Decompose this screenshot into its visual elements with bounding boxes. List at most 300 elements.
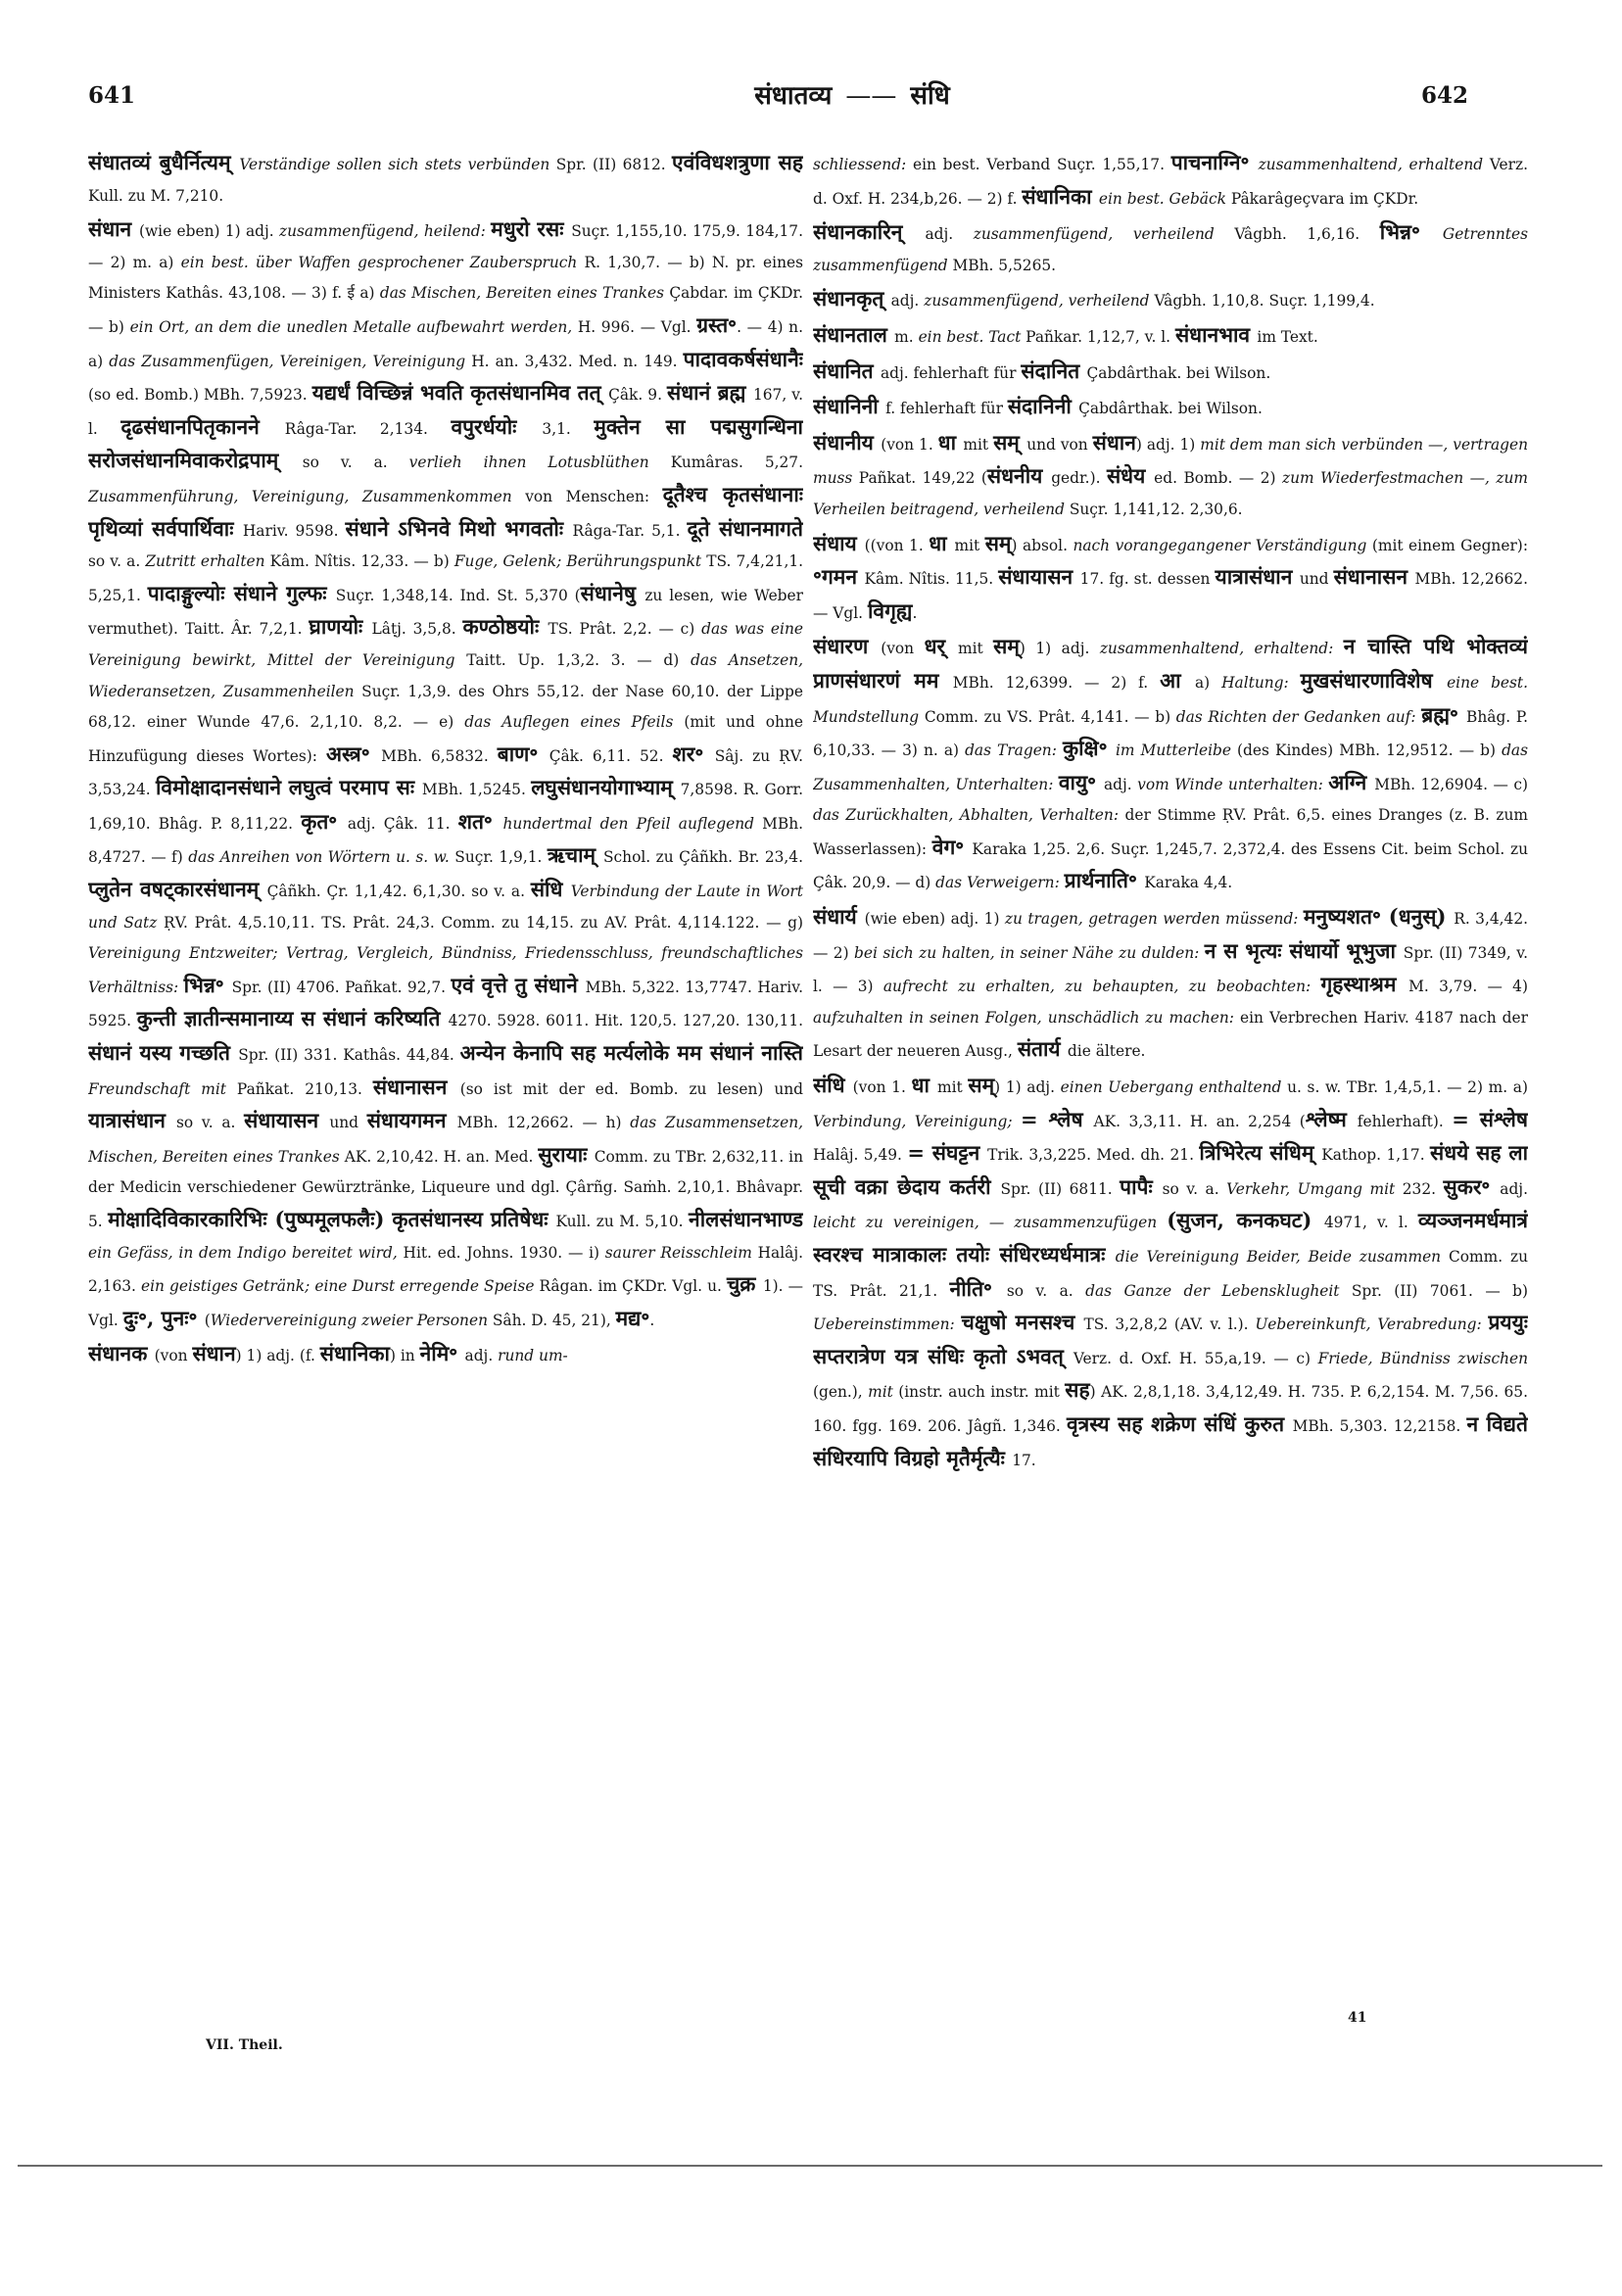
roman-text: Suçr. 1,348,14. Ind. St. 5,370 ( — [335, 586, 581, 604]
left-column-entry — [88, 214, 803, 1336]
roman-text: adj. — [464, 1347, 499, 1365]
devanagari-text: संधानभाव — [1174, 321, 1258, 347]
italic-gloss: ein best. über Waffen gesprochener Zauberspruch — [180, 253, 585, 271]
devanagari-text: सम् — [984, 530, 1012, 555]
devanagari-text: संधान — [88, 216, 139, 242]
left-column-entry — [88, 147, 803, 212]
italic-gloss: ein geistiges Getränk; eine Durst erregende Speise — [141, 1277, 540, 1296]
roman-text: Kathop. 1,17. — [1321, 1146, 1431, 1165]
roman-text: 1). — Vgl. — [88, 1277, 803, 1329]
devanagari-text: कुन्ती ज्ञातीन्समानाय्य स संधानं करिष्यति — [136, 1006, 449, 1031]
devanagari-text: वपुरर्धयोः — [451, 413, 543, 439]
devanagari-text: विगृह्य — [867, 598, 913, 623]
roman-text: Halâj. 5,49. — [813, 1146, 908, 1165]
italic-gloss: das Ganze der Lebensklugheit — [1085, 1281, 1352, 1300]
signature-mark: VII. Theil. — [206, 2037, 283, 2053]
devanagari-text: लघुसंधानयोगाभ्याम् — [531, 775, 681, 800]
italic-gloss: Fuge, Gelenk; Berührungspunkt — [453, 552, 707, 571]
running-head-first-word: संधातव्य — [754, 81, 833, 111]
devanagari-text: शर॰ — [672, 741, 715, 766]
italic-gloss: Getrenntes zusammenfügend — [813, 225, 1528, 274]
devanagari-text: संधानं यस्य गच्छति — [88, 1040, 239, 1066]
devanagari-text: धा — [937, 429, 964, 454]
devanagari-text: नीति॰ — [949, 1275, 1007, 1301]
italic-gloss: ein Gefäss, in dem Indigo bereitet wird, — [88, 1243, 404, 1262]
italic-gloss: zum Wiederfestmachen —, zum Verheilen beitragend, verheilend — [813, 469, 1528, 518]
italic-gloss: ein best. Tact — [918, 327, 1026, 346]
italic-gloss: Vereinigung Entzweiter; Vertrag, Vergleich, Bündniss, Friedensschluss, freundschaftliches Verhältniss: — [88, 944, 803, 996]
devanagari-text: अस्त्र॰ — [325, 741, 382, 766]
roman-text: (wie eben) 1) adj. — [138, 222, 280, 241]
roman-text: Hit. ed. Johns. 1930. — i) — [403, 1243, 605, 1262]
roman-text: ) adj. 1) — [1135, 435, 1201, 454]
roman-text: mit — [937, 1078, 969, 1097]
roman-text: ) in — [389, 1347, 420, 1365]
roman-text: H. an. 3,432. Med. n. 149. — [471, 352, 684, 370]
devanagari-text: संतार्य — [1017, 1036, 1068, 1062]
roman-text: (wie eben) adj. 1) — [864, 910, 1005, 929]
roman-text: f. fehlerhaft für — [885, 400, 1008, 418]
devanagari-text: त्रिभिरेत्य संधिम् — [1199, 1140, 1322, 1166]
roman-text: die ältere. — [1067, 1042, 1146, 1061]
roman-text: so v. a. — [302, 454, 409, 472]
devanagari-text: धर् — [924, 634, 958, 659]
roman-text: Verz. d. Oxf. H. 234,b,26. — 2) f. — [813, 156, 1528, 208]
italic-gloss: mit — [868, 1383, 899, 1402]
roman-text: 167, v. l. — [88, 386, 803, 438]
roman-text: Çâk. 6,11. 52. — [549, 746, 673, 765]
roman-text: (mit und ohne Hinzufügung dieses Wortes): — [88, 713, 803, 765]
devanagari-text: सुरायाः — [538, 1141, 595, 1167]
roman-text: ṚV. Prât. 4,5.10,11. TS. Prât. 24,3. Comm. zu 14,15. zu AV. Prât. 4,114.122. — g) — [164, 913, 803, 932]
roman-text: Pañkar. 1,12,7, v. l. — [1026, 327, 1175, 346]
roman-text: Comm. zu TS. Prât. 21,1. — [813, 1248, 1528, 1300]
devanagari-text: प्रययुः सप्तरात्रेण यत्र संधिः कृतो ऽभवत् — [813, 1310, 1528, 1368]
italic-gloss: bei sich zu halten, in seiner Nähe zu dulden: — [854, 943, 1205, 962]
roman-text: TS. Prât. 2,2. — c) — [548, 620, 702, 639]
roman-text: TS. 3,2,8,2 (AV. v. l.). — [1083, 1315, 1256, 1334]
devanagari-text: यात्रासंधान — [88, 1108, 176, 1133]
roman-text: adj. Çâk. 11. — [347, 814, 458, 833]
bottom-rule — [18, 2165, 1602, 2167]
roman-text: Vâgbh. 1,10,8. Suçr. 1,199,4. — [1154, 292, 1375, 311]
devanagari-text: न चास्ति पथि भोक्तव्यं प्राणसंधारणं मम — [813, 634, 1528, 693]
roman-text: (von 1. — [852, 1078, 912, 1097]
roman-text: Kull. zu M. 7,210. — [88, 186, 224, 205]
roman-text: Râga-Tar. 5,1. — [572, 521, 688, 540]
devanagari-text: सम् — [993, 429, 1027, 454]
roman-text: MBh. 5,303. 12,2158. — [1292, 1416, 1467, 1435]
devanagari-text: कुक्षि॰ — [1062, 736, 1116, 761]
roman-text: Spr. (II) 331. Kathâs. 44,84. — [238, 1046, 460, 1065]
right-column-entry — [813, 319, 1528, 354]
roman-text: 4971, v. l. — [1323, 1214, 1418, 1232]
italic-gloss: aufrecht zu erhalten, zu behaupten, zu beobachten: — [883, 978, 1321, 996]
left-column — [88, 147, 803, 2018]
italic-gloss: ein best. Gebäck — [1098, 189, 1231, 208]
devanagari-text: श्लेष्म — [1305, 1106, 1358, 1131]
devanagari-text: भिन्न॰ — [1379, 219, 1443, 245]
devanagari-text: संदानित — [1021, 358, 1087, 383]
italic-gloss: mit dem man sich verbünden —, vertragen muss — [813, 435, 1528, 488]
roman-text: . — 4) n. a) — [88, 317, 803, 370]
page-number-left: 641 — [88, 82, 136, 109]
roman-text: MBh. 12,6399. — 2) f. — [952, 673, 1161, 692]
devanagari-text: गृहस्थाश्रम — [1320, 972, 1409, 997]
italic-gloss: vom Winde unterhalten: — [1137, 775, 1329, 793]
italic-gloss: zu tragen, getragen werden müssend: — [1004, 910, 1304, 929]
roman-text: ein Verbrechen Hariv. 4187 nach der Lesart der neueren Ausg., — [813, 1008, 1528, 1061]
roman-text: Vâgbh. 1,6,16. — [1234, 225, 1380, 244]
italic-gloss: das Zusammenfügen, Vereinigen, Vereinigung — [109, 352, 472, 370]
roman-text: MBh. 12,2662. — h) — [456, 1114, 631, 1132]
italic-gloss: zusammenfügend, verheilend — [973, 225, 1235, 244]
devanagari-text: = संघट्टन — [907, 1140, 988, 1166]
roman-text: (instr. auch instr. mit — [898, 1383, 1066, 1402]
roman-text: MBh. 1,5245. — [421, 781, 532, 799]
roman-text: Kâm. Nîtis. 12,33. — b) — [269, 552, 454, 571]
italic-gloss: verlieh ihnen Lotusblüthen — [408, 454, 671, 472]
roman-text: und von — [1026, 435, 1093, 454]
roman-text: Çâñkh. Çr. 1,1,42. 6,1,30. so v. a. — [266, 883, 531, 901]
italic-gloss: die Vereinigung Beider, Beide zusammen — [1115, 1248, 1449, 1266]
roman-text: . — [912, 603, 918, 622]
devanagari-text: संधानीय — [813, 429, 882, 454]
devanagari-text: कृत॰ — [301, 808, 348, 834]
devanagari-text: सुकर॰ — [1443, 1173, 1501, 1199]
italic-gloss: das Tragen: — [965, 741, 1063, 760]
devanagari-text: संधि — [530, 877, 571, 902]
devanagari-text: दूते संधानमागते — [687, 515, 803, 541]
devanagari-text: मद्य॰ — [615, 1305, 650, 1330]
italic-gloss: nach vorangegangener Verständigung — [1073, 536, 1372, 554]
devanagari-text: वेग॰ — [931, 834, 973, 859]
devanagari-text: सम् — [993, 634, 1020, 659]
italic-gloss: Verkehr, Umgang mit — [1226, 1179, 1403, 1198]
devanagari-text: ब्रह्म॰ — [1421, 701, 1467, 727]
roman-text: 3,1. — [542, 419, 595, 438]
roman-text: MBh. 12,2662. — Vgl. — [813, 570, 1528, 622]
roman-text: und — [1299, 570, 1334, 589]
roman-text: Çâk. 9. — [608, 386, 668, 405]
roman-text: Pañkat. 149,22 ( — [858, 469, 987, 488]
italic-gloss: Zusammenführung, Vereinigung, Zusammenkommen — [88, 487, 526, 505]
devanagari-text: बाण॰ — [497, 741, 549, 766]
roman-text: zu lesen, wie Weber vermuthet). Taitt. Âr. 7,2,1. — [88, 586, 803, 639]
italic-gloss: leicht zu vereinigen, — zusammenzufügen — [813, 1214, 1168, 1232]
roman-text: (von 1. — [881, 435, 938, 454]
devanagari-text: पाचनाग्नि॰ — [1170, 150, 1259, 174]
devanagari-text: मोक्षादिविकारकारिभिः (पुष्पमूलफलैः) कृतसंधानस्य प्रतिषेधः — [108, 1207, 556, 1231]
devanagari-text: शत॰ — [457, 808, 503, 834]
devanagari-text: संदानिनी — [1007, 394, 1079, 419]
roman-text: Kumâras. 5,27. — [670, 454, 803, 472]
italic-gloss: zusammenhaltend, erhaltend — [1258, 156, 1490, 173]
right-column-entry — [813, 283, 1528, 317]
devanagari-text: अन्येन केनापि सह मर्त्यलोके मम संधानं नास्ति — [459, 1040, 803, 1066]
devanagari-text: प्रार्थनाति॰ — [1064, 868, 1145, 893]
right-column-entry — [813, 427, 1528, 526]
devanagari-text: संधाने ऽभिनवे मिथो भगवतोः — [345, 515, 573, 541]
devanagari-text: = संश्लेष — [1452, 1106, 1528, 1131]
devanagari-text: दूतैश्च कृतसंधानाः पृथिव्यां सर्वपार्थिवाः — [88, 481, 803, 541]
roman-text: Hariv. 9598. — [242, 521, 346, 540]
devanagari-text: यद्यर्धं विच्छिन्नं भवति कृतसंधानमिव तत् — [311, 380, 609, 406]
devanagari-text: संधानासन — [372, 1074, 460, 1099]
roman-text: mit — [954, 536, 985, 554]
roman-text: Suçr. 1,141,12. 2,30,6. — [1069, 500, 1243, 518]
roman-text: Suçr. 1,3,9. des Ohrs 55,12. der Nase 60,10. der Lippe 68,12. einer Wunde 47,6. 2,1,10. 8,2. — e) — [88, 682, 803, 732]
devanagari-text: संधानं ब्रह्म — [667, 380, 753, 406]
italic-gloss: Verständige sollen sich stets verbünden — [239, 156, 556, 173]
italic-gloss: einen Uebergang enthaltend — [1060, 1078, 1288, 1097]
devanagari-text: संधानताल — [813, 321, 895, 347]
roman-text: ed. Bomb. — 2) — [1154, 469, 1282, 488]
italic-gloss: das Mischen, Bereiten eines Trankes — [379, 284, 670, 303]
roman-text: so v. a. — [88, 552, 146, 571]
devanagari-text: धा — [911, 1073, 937, 1098]
roman-text: Pañkat. 210,13. — [236, 1079, 373, 1098]
roman-text: Spr. (II) 6811. — [1000, 1179, 1121, 1198]
roman-text: adj. — [890, 292, 925, 311]
devanagari-text: ग्रस्त॰ — [696, 311, 738, 337]
roman-text: Spr. (II) 4706. Pañkat. 92,7. — [231, 978, 452, 996]
devanagari-text: सम् — [968, 1073, 995, 1098]
roman-text: MBh. 5,5265. — [952, 256, 1057, 274]
roman-text: ) absol. — [1011, 536, 1073, 554]
roman-text: Suçr. 1,9,1. — [454, 848, 548, 867]
devanagari-text: मुखसंधारणाविशेष — [1300, 667, 1448, 693]
italic-gloss: das Zusammensetzen, Mischen, Bereiten eines Trankes — [88, 1114, 803, 1166]
roman-text: Schol. zu Çâñkh. Br. 23,4. — [603, 848, 803, 867]
italic-gloss: Wiedervereinigung zweier Personen — [210, 1311, 493, 1329]
roman-text: Bhâg. P. 6,10,33. — 3) n. a) — [813, 707, 1528, 760]
devanagari-text: विमोक्षादानसंधाने लघुत्वं परमाप सः — [155, 775, 422, 800]
italic-gloss: das Verweigern: — [935, 874, 1065, 892]
roman-text: (des Kindes) MBh. 12,9512. — b) — [1237, 741, 1503, 760]
roman-text: u. s. w. TBr. 1,4,5,1. — 2) m. a) — [1287, 1078, 1528, 1097]
right-column-entry — [813, 356, 1528, 390]
roman-text: Verz. d. Oxf. H. 55,a,19. — c) — [1073, 1349, 1318, 1367]
roman-text: Pâkarâgeçvara im ÇKDr. — [1230, 189, 1419, 208]
devanagari-text: एवं वृत्ते तु संधाने — [451, 972, 586, 997]
devanagari-text: दृढसंधानपितृकानने — [120, 413, 285, 439]
roman-text: mit — [957, 640, 994, 658]
running-head — [627, 76, 1077, 112]
devanagari-text: संधानासन — [1333, 564, 1415, 590]
roman-text: R. 3,4,42. — 2) — [813, 910, 1528, 962]
roman-text: ) AK. 2,8,1,18. 3,4,12,49. H. 735. P. 6,2,154. M. 7,56. 65. 160. fgg. 169. 206. Jâgñ. 1,346. — [813, 1383, 1528, 1435]
italic-gloss: Friede, Bündniss zwischen — [1317, 1349, 1528, 1367]
devanagari-text: आ — [1160, 667, 1195, 693]
roman-text: fehlerhaft). — [1357, 1112, 1453, 1130]
roman-text: Karaka 1,25. 2,6. Suçr. 1,245,7. 2,372,4. des Essens Cit. beim Schol. zu Çâk. 20,9. — d) — [813, 839, 1528, 892]
italic-gloss: schliessend: — [813, 156, 913, 173]
roman-text: ) 1) adj. — [1019, 640, 1100, 658]
roman-text: (so ed. Bomb.) MBh. 7,5923. — [88, 386, 312, 405]
devanagari-text: संधायासन — [244, 1108, 330, 1133]
devanagari-text: संधान — [1092, 429, 1136, 454]
roman-text: 7,8598. R. Gorr. 1,69,10. Bhâg. P. 8,11,22. — [88, 781, 803, 833]
devanagari-text: संधारण — [813, 634, 882, 659]
devanagari-text: दुः॰, पुनः॰ — [122, 1305, 205, 1330]
devanagari-text: नेमि॰ — [419, 1341, 465, 1366]
roman-text: ((von 1. — [864, 536, 930, 554]
devanagari-text: मुक्तेन सा पद्मसुगन्धिना सरोजसंधानमिवाकरोद्रपाम् — [88, 413, 803, 473]
italic-gloss: rund um- — [498, 1347, 568, 1365]
italic-gloss: im Mutterleibe — [1116, 741, 1238, 760]
roman-text: adj. — [925, 225, 974, 244]
roman-text: m. — [894, 327, 919, 346]
roman-text: ) 1) adj. (f. — [235, 1347, 320, 1365]
roman-text: (von — [154, 1347, 193, 1365]
roman-text: Comm. zu TBr. 2,632,11. in der Medicin verschiedener Gewürztränke, Liqueure und dgl. Çârñg. Saṁh. 2,10,1. Bhâvapr. 5. — [88, 1147, 803, 1230]
roman-text: 17. fg. st. dessen — [1079, 570, 1216, 589]
roman-text: MBh. 5,322. 13,7747. Hariv. 5925. — [88, 978, 803, 1030]
roman-text: AK. 2,10,42. H. an. Med. — [344, 1147, 539, 1166]
devanagari-text: संधानकृत् — [813, 286, 891, 311]
devanagari-text: वृत्रस्य सह शक्रेण संधिं कुरुत — [1066, 1411, 1293, 1436]
devanagari-text: घ्राणयोः — [309, 614, 372, 640]
roman-text: Kâm. Nîtis. 11,5. — [864, 570, 999, 589]
right-column-entry — [813, 528, 1528, 630]
right-column-entry — [813, 631, 1528, 899]
devanagari-text: सह — [1065, 1377, 1090, 1403]
roman-text: im Text. — [1257, 327, 1318, 346]
italic-gloss: Freundschaft mit — [88, 1079, 237, 1098]
devanagari-text: = श्लेष — [1021, 1106, 1094, 1131]
roman-text: MBh. 6,5832. — [381, 746, 498, 765]
roman-text: 232. — [1402, 1179, 1444, 1198]
right-column-entry — [813, 1070, 1528, 1476]
roman-text: adj. fehlerhaft für — [880, 363, 1022, 382]
devanagari-text: न विद्यते संधिरयापि विग्रहो मृतैर्मृत्यैः — [813, 1411, 1528, 1470]
roman-text: . — [649, 1311, 655, 1329]
devanagari-text: संधानित — [813, 358, 881, 383]
roman-text: und — [329, 1114, 367, 1132]
italic-gloss: das Ansetzen, Wiederansetzen, Zusammenheilen — [88, 650, 803, 700]
devanagari-text: व्यञ्जनमर्धमात्रं स्वरश्च मात्राकालः तयोः संधिरध्यर्धमात्रः — [813, 1208, 1528, 1267]
roman-text: Spr. (II) 7061. — b) — [1351, 1281, 1528, 1300]
roman-text: Taitt. Up. 1,3,2. 3. — d) — [466, 650, 692, 669]
devanagari-text: संधानिका — [319, 1341, 390, 1366]
devanagari-text: संधानकारिन् — [813, 219, 926, 245]
italic-gloss: aufzuhalten in seinen Folgen, unschädlich zu machen: — [813, 1008, 1241, 1027]
devanagari-text: मनुष्यशत॰ (धनुस्) — [1303, 904, 1455, 930]
roman-text: Kull. zu M. 5,10. — [555, 1213, 690, 1230]
devanagari-text: न स भृत्यः संधार्यो भूभुजा — [1204, 937, 1404, 963]
roman-text: a) — [1194, 673, 1222, 692]
devanagari-text: यात्रासंधान — [1215, 564, 1300, 590]
italic-gloss: das was eine Vereinigung bewirkt, Mittel der Vereinigung — [88, 620, 803, 669]
italic-gloss: saurer Reisschleim — [604, 1243, 758, 1262]
italic-gloss: das Richten der Gedanken auf: — [1175, 707, 1422, 726]
italic-gloss: Zutritt erhalten — [145, 552, 270, 571]
roman-text: ( — [204, 1311, 211, 1329]
devanagari-text: संधान — [192, 1341, 236, 1366]
roman-text: so v. a. — [1006, 1281, 1086, 1300]
italic-gloss: zusammenfügend, verheilend — [924, 292, 1155, 311]
roman-text: 4270. 5928. 6011. Hit. 120,5. 127,20. 130,11. — [448, 1012, 803, 1030]
roman-text: von Menschen: — [525, 487, 663, 505]
roman-text: Karaka 4,4. — [1144, 874, 1233, 892]
devanagari-text: मधुरो रसः — [491, 216, 572, 242]
italic-gloss: Verbindung, Vereinigung; — [813, 1112, 1022, 1130]
roman-text: Halâj. 2,163. — [88, 1243, 803, 1296]
roman-text: Suçr. 1,155,10. 175,9. 184,17. — 2) m. a) — [88, 222, 803, 271]
devanagari-text: संधानिनी — [813, 394, 886, 419]
roman-text: 17. — [1012, 1451, 1036, 1469]
roman-text: mit — [963, 435, 994, 454]
roman-text: adj. — [1103, 775, 1138, 793]
roman-text: H. 996. — Vgl. — [577, 317, 697, 336]
roman-text: M. 3,79. — 4) — [1408, 978, 1528, 996]
devanagari-text: वायु॰ — [1058, 769, 1104, 794]
roman-text: Spr. (II) 7349, v. l. — 3) — [813, 943, 1528, 996]
devanagari-text: भिन्न॰ — [183, 972, 232, 997]
roman-text: Sâj. zu ṚV. 3,53,24. — [88, 746, 803, 799]
devanagari-text: अग्नि — [1328, 769, 1375, 794]
roman-text: Çabdar. im ÇKDr. — b) — [88, 284, 803, 336]
sheet-number: 41 — [1348, 2010, 1367, 2026]
roman-text: so v. a. — [176, 1114, 245, 1132]
roman-text: (mit einem Gegner): — [1371, 536, 1528, 554]
roman-text: so v. a. — [1162, 1179, 1227, 1198]
devanagari-text: संधानक — [88, 1341, 155, 1366]
roman-text: Sâh. D. 45, 21), — [492, 1311, 616, 1329]
devanagari-text: चक्षुषो मनसश्च — [961, 1310, 1084, 1335]
italic-gloss: Uebereinkunft, Verabredung: — [1255, 1315, 1489, 1334]
roman-text: der Stimme ṚV. Prât. 6,5. eines Dranges (z. B. zum Wasserlassen): — [813, 806, 1528, 858]
italic-gloss: zusammenfügend, heilend: — [279, 222, 492, 241]
roman-text: Spr. (II) 6812. — [555, 156, 673, 173]
devanagari-text: प्लुतेन वषट्कारसंधानम् — [88, 877, 267, 902]
devanagari-text: संधेय — [1106, 463, 1155, 489]
devanagari-text: नीलसंधानभाण्ड — [689, 1207, 803, 1231]
devanagari-text: संधायगमन — [366, 1108, 457, 1133]
right-column-entry — [813, 901, 1528, 1068]
devanagari-text: संधायासन — [998, 564, 1080, 590]
devanagari-text: पादावकर्षसंधानैः — [683, 346, 803, 371]
devanagari-text: ॰गमन — [813, 564, 865, 590]
devanagari-text: धा — [929, 530, 955, 555]
right-column-entry — [813, 216, 1528, 281]
italic-gloss: hundertmal den Pfeil auflegend — [502, 814, 763, 833]
devanagari-text: संधानेषु — [580, 580, 645, 605]
devanagari-text: ऋचाम् — [547, 842, 603, 868]
roman-text: Çabdârthak. bei Wilson. — [1078, 400, 1263, 418]
devanagari-text: संधनीय — [986, 463, 1052, 489]
roman-text: (gen.), — [813, 1383, 869, 1402]
roman-text: Râga-Tar. 2,134. — [284, 419, 452, 438]
roman-text: Trik. 3,3,225. Med. dh. 21. — [987, 1146, 1200, 1165]
roman-text: Çabdârthak. bei Wilson. — [1086, 363, 1271, 382]
italic-gloss: Verbindung der Laute in Wort und Satz — [88, 883, 803, 932]
roman-text: ein best. Verband Suçr. 1,55,17. — [912, 156, 1171, 173]
italic-gloss: Uebereinstimmen: — [813, 1315, 962, 1334]
italic-gloss: ein Ort, an dem die unedlen Metalle aufbewahrt werden, — [129, 317, 578, 336]
italic-gloss: eine best. Mundstellung — [813, 673, 1528, 726]
devanagari-text: एवंविधशत्रुणा सह — [672, 150, 803, 174]
devanagari-text: (सुजन, कनकघट) — [1167, 1208, 1324, 1233]
roman-text: (so ist mit der ed. Bomb. zu lesen) und — [459, 1079, 803, 1098]
italic-gloss: zusammenhaltend, erhaltend: — [1099, 640, 1344, 658]
italic-gloss: das Zurückhalten, Abhalten, Verhalten: — [813, 806, 1125, 825]
roman-text: TS. 7,4,21,1. 5,25,1. — [88, 552, 803, 604]
roman-text: MBh. 12,6904. — c) — [1374, 775, 1528, 793]
roman-text: MBh. 8,4727. — f) — [88, 814, 803, 867]
roman-text: gedr.). — [1051, 469, 1107, 488]
